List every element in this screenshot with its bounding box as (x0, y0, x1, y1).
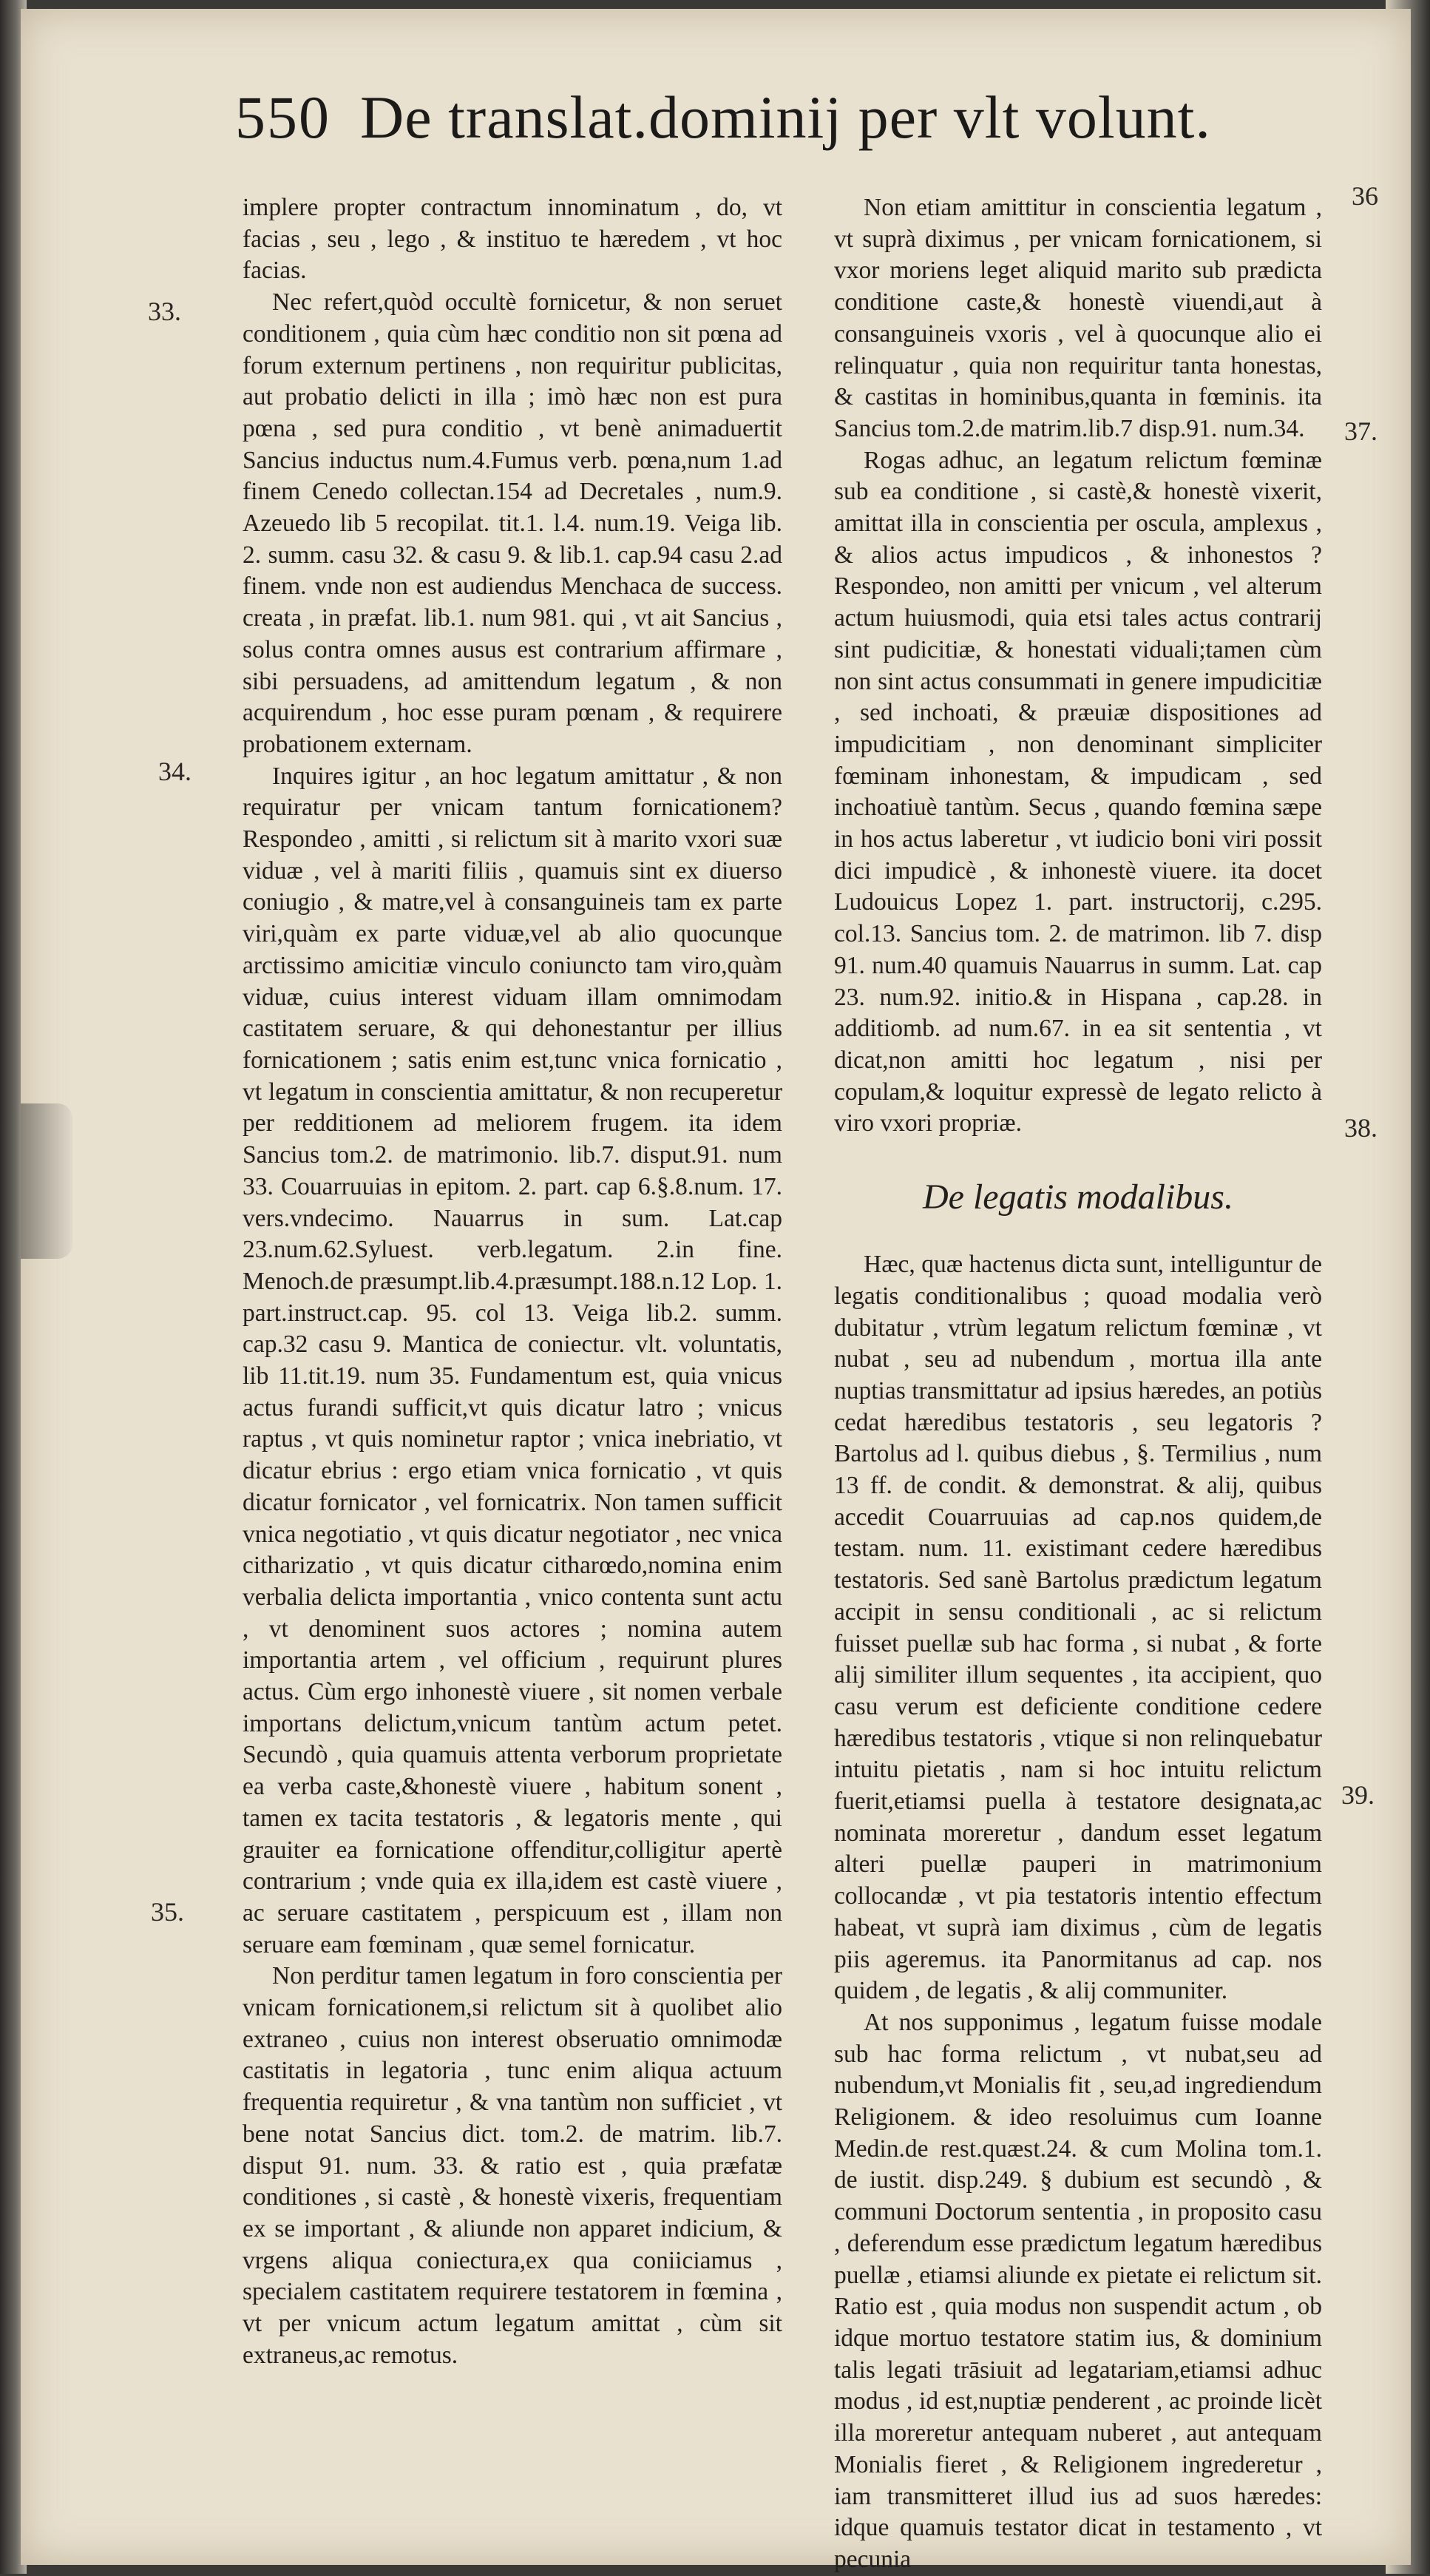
left-text-column (243, 192, 782, 2372)
clip-shadow (21, 1103, 72, 1259)
section-heading: De legatis modalibus. (923, 1177, 1233, 1217)
book-page (21, 9, 1411, 2573)
margin-number: 38. (1344, 1113, 1378, 1143)
margin-number: 35. (151, 1897, 184, 1927)
page-header (235, 83, 1285, 172)
paragraph: Rogas adhuc, an legatum relictum fœminæ sub ea conditione , si castè,& honestè vixerit, amittat illa in conscientia per oscula, amplexus , & alios actus impudicos , & inhonestos ? Respondeo, non amitti per vnicum , vel alterum actum huiusmodi, quia etsi tales actus contrarij sint pudicitiæ, & honestati viduali;tamen cùm non sint actus consummati in genere impudicitiæ , sed inchoati, & præuiæ dispositiones ad impudicitiam , non denominant simpliciter fœminam inhonestam, & impudicam , sed inchoatiuè tantùm. Secus , quando fœmina sæpe in hos actus laberetur , vt iudicio boni viri possit dici impudicè , & inhonestè viuere. ita docet Ludouicus Lopez 1. part. instructorij, c.295. col.13. Sancius tom. 2. de matrimon. lib 7. disp 91. num.40 quamuis Nauarrus in summ. Lat. cap 23. num.92. initio.& in Hispana , cap.28. in additiomb. ad num.67. in ea sit sententia , vt dicat,non amitti hoc legatum , nisi per copulam,& loquitur expressè de legato relicto à viro vxori propriæ. (834, 446, 1322, 1137)
right-text-column (834, 192, 1322, 2576)
paragraph: At nos supponimus , legatum fuisse modale sub hac forma relictum , vt nubat,seu ad nubendum,vt Monialis fit , seu,ad ingrediendum Religionem. & ideo resoluimus cum Ioanne Medin.de rest.quæst.24. & cum Molina tom.1. de iustit. disp.249. § dubium est secundò , & communi Doctorum sententia , in proposito casu , deferendum esse prædictum legatum hæredibus puellæ , etiamsi aliunde ex pietate ei relictum sit. Ratio est , quia modus non suspendit actum , ob idque mortuo testatore statim ius, & dominium talis legati trāsiuit ad legatariam,etiamsi adhuc modus , id est,nuptiæ penderent , ac proinde licèt illa moreretur antequam nuberet , aut antequam Monialis fieret , & Religionem ingrederetur , iam transmitteret illud ius ad suos hæredes: idque quamuis testator dicat in testamento , vt pecunia (834, 2008, 1322, 2573)
page-number: 550 (235, 84, 331, 151)
margin-number: 37. (1344, 416, 1378, 446)
paragraph: implere propter contractum innominatum , do, vt facias , seu , lego , & instituo te hæredem , vt hoc facias. (243, 194, 782, 285)
paragraph: Non perditur tamen legatum in foro conscientia per vnicam fornicationem,si relictum sit à quolibet alio extraneo , cuius non interest obseruatio omnimodæ castitatis in legatoria , tunc enim aliqua actuum frequentia requiretur , & vna tantùm non sufficiet , vt bene notat Sancius dict. tom.2. de matrim. lib.7. disput 91. num. 33. & ratio est , quia præfatæ conditiones , si castè , & honestè vixeris, frequentiam ex se important , & aliunde non apparet indicium, & vrgens aliqua coniectura,ex qua coniiciamus , specialem castitatem requirere testatorem in fœmina , vt per vnicum actum legatum amittat , cùm sit extraneus,ac remotus. (243, 1962, 782, 2369)
margin-number: 34. (158, 757, 192, 786)
paragraph: Hæc, quæ hactenus dicta sunt, intelliguntur de legatis conditionalibus ; quoad modalia verò dubitatur , vtrùm legatum relictum fœminæ , vt nubat , seu ad nubendum , mortua illa ante nuptias transmittatur ad ipsius hæredes, an potiùs cedat hæredibus testatoris , seu legatoris ? Bartolus ad l. quibus diebus , §. Termilius , num 13 ff. de condit. & demonstrat. & alij, quibus accedit Couarruuias ad cap.nos quidem,de testam. num. 11. existimant cedere hæredibus testatoris. Sed sanè Bartolus prædictum legatum accipit in sensu conditionali , ac si relictum fuisset puellæ sub hac forma , si nubat , & forte alij similiter illum sequentes , ita accipient, quo casu verum est deficiente conditione cedere hæredibus testatoris , vtique si non relinquebatur intuitu pietatis , nam si hoc intuitu relictum fuerit,etiamsi puella à testatore designata,ac nominata moreretur , dandum esset legatum alteri puellæ pauperi in matrimonium collocandæ , vt pia testatoris intentio effectum habeat, vt suprà iam diximus , cùm de legatis piis ageremus. ita Panormitanus ad cap. nos quidem , de legatis , & alij communiter. (834, 1251, 1322, 2005)
margin-number: 39. (1341, 1780, 1375, 1810)
paragraph: Inquires igitur , an hoc legatum amittatur , & non requiratur per vnicam tantum fornicationem? Respondeo , amitti , si relictum sit à marito vxori suæ viduæ , vel à mariti filiis , quamuis sint ex diuerso coniugio , & matre,vel à consanguineis tam ex parte viri,quàm ex parte viduæ,vel ab alio quocunque arctissimo amicitiæ vinculo coniuncto tam viro,quàm viduæ, cuius interest viduam illam omnimodam castitatem seruare, & qui dehonestantur per illius fornicationem ; satis enim est,tunc vnica fornicatio , vt legatum in conscientia amittatur, & non recuperetur per redditionem ad meliorem frugem. ita idem Sancius tom.2. de matrimonio. lib.7. disput.91. num 33. Couarruuias in epitom. 2. part. cap 6.§.8.num. 17. vers.vndecimo. Nauarrus in sum. Lat.cap 23.num.62.Syluest. verb.legatum. 2.in fine. Menoch.de præsumpt.lib.4.præsumpt.188.n.12 Lop. 1. part.instruct.cap. 95. col 13. Veiga lib.2. summ. cap.32 casu 9. Mantica de coniectur. vlt. voluntatis, lib 11.tit.19. num 35. Fundamentum est, quia vnicus actus furandi sufficit,vt quis dicatur latro ; vnicus raptus , vt quis nominetur raptor ; vnica inebriatio, vt dicatur ebrius : ergo etiam vnica fornicatio , vt quis dicatur fornicator , vel fornicatrix. Non tamen sufficit vnica negotiatio , vt quis dicatur negotiator , nec vnica citharizatio , vt quis dicatur citharœdo,nomina enim verbalia delicta importantia , vnico contenta sunt actu , vt denominent suos actores ; nomina autem importantia artem , vel officium , requirunt plures actus. Cùm ergo inhonestè viuere , sit nomen verbale importans delictum,vnicum tantùm actum petet. Secundò , quia quamuis attenta verborum proprietate ea verba caste,&honestè viuere , habitum sonent , tamen ex tacita testatoris , & legatoris mente , qui grauiter ea fornicatione offenditur,colligitur apertè contrarium ; vnde quia ex illa,idem est castè viuere , ac seruare castitatem , perspicuum est , illam non seruare eam fœminam , quæ semel fornicatur. (243, 762, 782, 1958)
margin-number: 33. (148, 297, 181, 326)
paragraph: Non etiam amittitur in conscientia legatum , vt suprà diximus , per vnicam fornicationem, si vxor moriens leget aliquid marito sub prædicta conditione caste,& honestè viuendi,aut à consanguineis vxoris , vel à quocunque alio ei relinquatur , quia non requiritur tanta honestas, & castitas in hominibus,quanta in fœminis. ita Sancius tom.2.de matrim.lib.7 disp.91. num.34. (834, 194, 1322, 442)
margin-number: 36 (1352, 181, 1378, 211)
running-title: De translat.dominij per vlt volunt. (360, 84, 1211, 151)
paragraph: Nec refert,quòd occultè fornicetur, & non seruet conditionem , quia cùm hæc conditio non sit pœna ad forum externum pertinens , non requiritur publicitas, aut probatio delicti in illa ; imò hæc non est pura pœna , sed pura conditio , vt benè animaduertit Sancius inductus num.4.Fumus verb. pœna,num 1.ad finem Cenedo collectan.154 ad Decretales , num.9. Azeuedo lib 5 recopilat. tit.1. l.4. num.19. Veiga lib. 2. summ. casu 32. & casu 9. & lib.1. cap.94 casu 2.ad finem. vnde non est audiendus Menchaca de success. creata , in præfat. lib.1. num 981. qui , vt ait Sancius , solus contra omnes ausus est contrarium affirmare , sibi persuadens, ad amittendum legatum , & non acquirendum , hoc esse puram pœnam , & requirere probationem externam. (243, 288, 782, 758)
